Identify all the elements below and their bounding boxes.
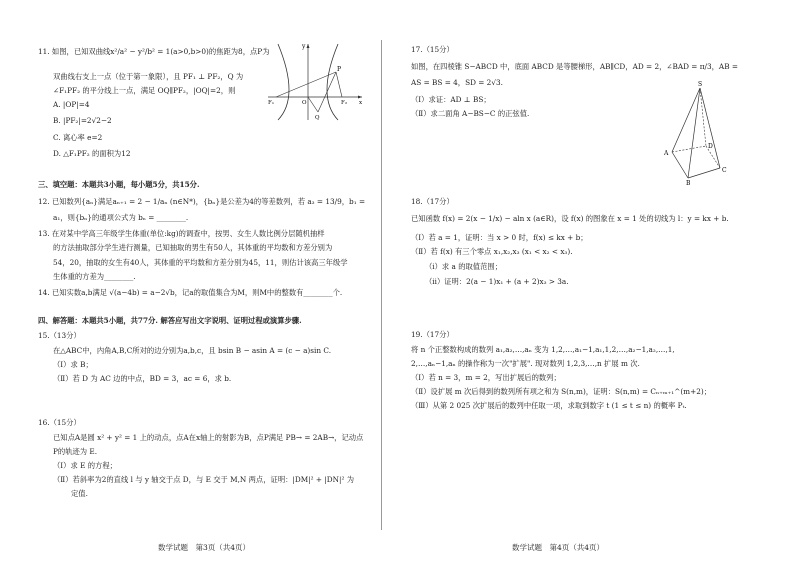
q18-head: 18.（17分）	[411, 197, 454, 206]
fig-label-b: B	[686, 180, 691, 186]
fig-label-q: Q	[315, 115, 320, 121]
q11-option-b: B. |PF₂|=2√2−2	[53, 116, 112, 125]
q15-head: 15.（13分）	[38, 331, 81, 340]
q11-option-c: C. 离心率 e=2	[53, 133, 103, 142]
right-page	[400, 0, 800, 579]
q19-line1: 将 n 个正整数构成的数列 a₁,a₂,…,aₙ 变为 1,2,…,a₁−1,a₁,1,2,…,a₂−1,a₂,…,1,	[411, 345, 675, 354]
fig-label-p: P	[337, 66, 342, 73]
q17-head: 17.（15分）	[411, 45, 454, 54]
pyramid-figure	[662, 80, 734, 186]
q12-line1: 12. 已知数列{aₙ}满足aₙ₊₁ = 2 − 1/aₙ (n∈N*)，{bₙ}是公差为4的等差数列，若 a₃ = 13/9，b₁ =	[38, 197, 366, 206]
q16-head: 16.（15分）	[38, 418, 81, 427]
footer-page-3: 数学试题 第3页（共4页）	[158, 543, 251, 552]
q15-part2: （Ⅱ）若 D 为 AC 边的中点，BD = 3，ac = 6，求 b.	[53, 374, 232, 383]
q18-part2: （Ⅱ）若 f(x) 有三个零点 x₁,x₂,x₃ (x₁ < x₂ < x₃).	[411, 247, 573, 256]
q11-line1: 11. 如图，已知双曲线x²/a² − y²/b² = 1(a>0,b>0)的焦距为8，点P为	[38, 47, 270, 56]
q19-part1: （Ⅰ）若 n = 3，m = 2，写出扩展后的数列；	[411, 373, 561, 382]
q19-part2: （Ⅱ）设扩展 m 次后得到的数列所有项之和为 S(n,m)，证明：S(n,m) = Cₙ₊ₘ₊₁^(m+2)；	[411, 387, 712, 396]
q16-line2: P的轨迹为 E.	[53, 447, 98, 456]
fig-label-c: C	[722, 167, 727, 174]
section-3-heading: 三、填空题：本题共3小题，每小题5分，共15分.	[38, 180, 200, 189]
q15-line1: 在△ABC中，内角A,B,C所对的边分别为a,b,c，且 bsin B − asin A = (c − a)sin C.	[53, 346, 332, 355]
fig-label-a: A	[664, 150, 669, 157]
fig-label-o: O	[302, 100, 307, 106]
q17-part1: （Ⅰ）求证：AD ⊥ BS；	[411, 95, 491, 104]
q13-line2: 的方法抽取部分学生进行测量，已知抽取的男生有50人，其体重的平均数和方差分别为	[53, 243, 333, 252]
fig-label-s: S	[698, 81, 703, 88]
fig-label-f1: F₁	[268, 100, 275, 106]
q19-line2: 2,…,aₙ−1,aₙ 的操作称为一次"扩展". 现对数列 1,2,3,…,n 扩展 m 次.	[411, 359, 640, 368]
footer-page-4: 数学试题 第4页（共4页）	[512, 543, 605, 552]
q18-part1: （Ⅰ）若 a = 1，证明：当 x > 0 时，f(x) ≤ kx + b；	[411, 233, 588, 242]
q18-sub2: （ⅱ）证明：2(a − 1)x₁ + (a + 2)x₃ > 3a.	[425, 277, 569, 286]
page-divider	[381, 40, 382, 530]
q18-line1: 已知函数 f(x) = 2(x − 1/x) − aln x (a∈R)，设 f(x) 的图象在 x = 1 处的切线为 l：y = kx + b.	[411, 214, 729, 223]
fig-label-d: D	[708, 143, 713, 150]
q12-line2: a₁，则{bₙ}的通项公式为 bₙ = ________.	[53, 213, 189, 222]
q11-option-a: A. |OP|=4	[53, 100, 90, 109]
q17-part2: （Ⅱ）求二面角 A−BS−C 的正弦值.	[411, 109, 530, 118]
q11-option-d: D. △F₁PF₂ 的面积为12	[53, 149, 131, 158]
q11-line2: 双曲线右支上一点（位于第一象限），且 PF₁ ⊥ PF₂，Q 为	[53, 72, 244, 81]
hyperbola-figure	[262, 40, 366, 122]
q15-part1: （Ⅰ）求 B；	[53, 360, 93, 369]
q16-line1: 已知点A是圆 x² + y² = 1 上的动点，点A在x轴上的射影为B，点P满足 PB→ = 2AB→，记动点	[53, 433, 364, 442]
fig-label-y: y	[302, 43, 306, 50]
q16-part2: （Ⅱ）若斜率为2的直线 l 与 y 轴交于点 D，与 E 交于 M,N 两点，证明：|DM|² + |DN|² 为	[53, 475, 355, 484]
q17-line1: 如图，在四棱锥 S−ABCD 中，底面 ABCD 是等腰梯形，AB∥CD，AD = 2，∠BAD = π/3，AB =	[411, 62, 738, 71]
q16-part2-cont: 定值.	[71, 489, 88, 498]
fig-label-f2: F₂	[341, 100, 348, 106]
q14-line: 14. 已知实数a,b满足 √(a−4b) = a−2√b，记a的取值集合为M，则M中的整数有________个.	[38, 288, 343, 297]
q16-part1: （Ⅰ）求 E 的方程；	[53, 461, 117, 470]
q19-part3: （Ⅲ）从第 2 025 次扩展后的数列中任取一项，求取到数字 t (1 ≤ t ≤ n) 的概率 Pₜ.	[411, 401, 687, 410]
q13-line1: 13. 在对某中学高三年级学生体重(单位:kg)的调查中，按男、女生人数比例分层随机抽样	[38, 229, 325, 238]
q11-line3: ∠F₁PF₂ 的平分线上一点，满足 OQ∥PF₂，|OQ|=2，则	[53, 86, 236, 95]
q13-line4: 生体重的方差为________.	[53, 272, 136, 281]
q18-sub1: （ⅰ）求 a 的取值范围；	[425, 262, 502, 271]
section-4-heading: 四、解答题：本题共5小题，共77分. 解答应写出文字说明、证明过程或演算步骤.	[38, 316, 302, 325]
fig-label-x: x	[359, 100, 363, 106]
q19-head: 19.（17分）	[411, 330, 454, 339]
q13-line3: 54，20，抽取的女生有40人，其体重的平均数和方差分别为45，11，则估计该高三年级学	[53, 258, 348, 267]
q17-line2: AS = BS = 4，SD = 2√3.	[411, 78, 503, 87]
